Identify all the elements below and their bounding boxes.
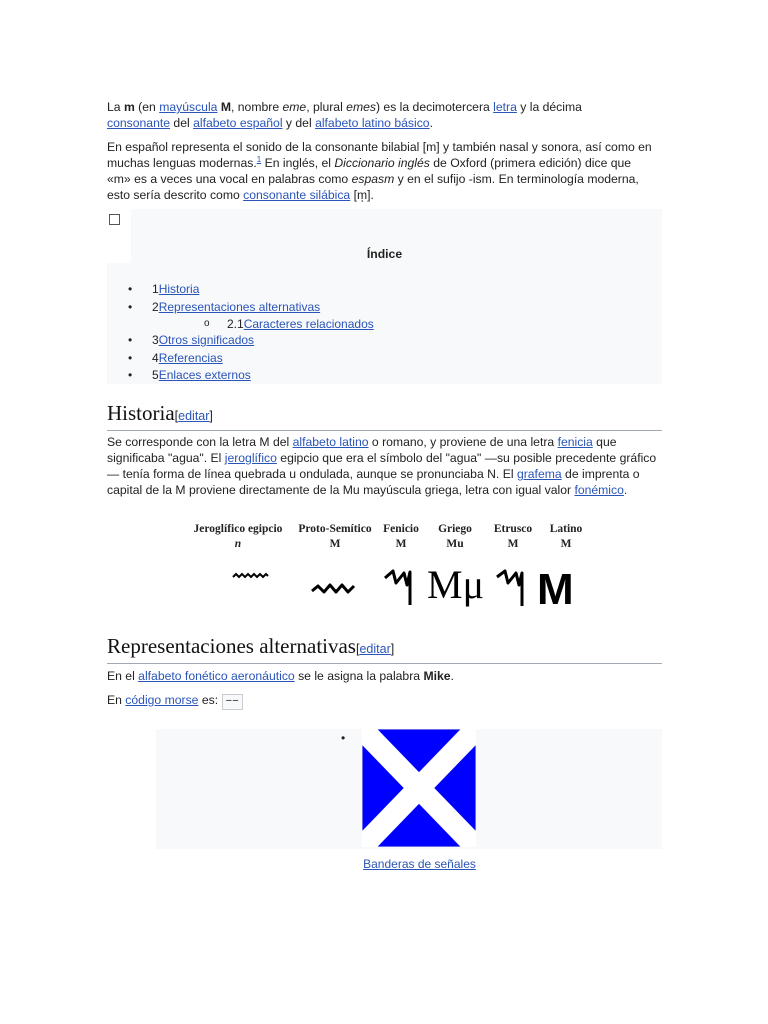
text: , plural xyxy=(306,100,347,114)
text: o romano, y proviene de una letra xyxy=(368,435,558,449)
morse-code: −− xyxy=(222,694,243,710)
column-header: Proto-Semítico xyxy=(298,523,372,535)
column-header: Fenicio xyxy=(383,523,419,535)
text: de Oxford (primera edición) dice que «m» es a veces una vocal en palabras como xyxy=(107,156,632,186)
bullet-icon: • xyxy=(341,731,346,745)
toc-item-historia[interactable] xyxy=(107,281,374,299)
toc-link[interactable]: Caracteres relacionados xyxy=(243,317,374,332)
hieroglyph-water-icon xyxy=(233,574,268,577)
column-subheader: M xyxy=(507,538,519,550)
text: del xyxy=(170,116,194,130)
text-italic: emes xyxy=(346,100,376,114)
toc-link[interactable]: Enlaces externos xyxy=(158,368,251,383)
text-bold: Mike xyxy=(423,669,451,683)
text-italic: espasm xyxy=(351,172,395,186)
toc-item-caracteres[interactable] xyxy=(107,316,374,332)
text: (en xyxy=(134,100,160,114)
toc-link[interactable]: Otros significados xyxy=(158,333,255,348)
circle-bullet-icon: o xyxy=(204,318,210,330)
text-italic: Diccionario inglés xyxy=(334,156,430,170)
text: se le asigna la palabra xyxy=(294,669,424,683)
column-subheader: M xyxy=(329,538,341,550)
text-italic: eme xyxy=(282,100,307,114)
text: y la décima xyxy=(516,100,582,114)
toc-number: 1 xyxy=(152,282,159,296)
heading-text: Historia xyxy=(107,401,175,425)
link-letra[interactable]: letra xyxy=(493,100,517,114)
toc-link[interactable]: Referencias xyxy=(158,350,223,365)
edit-link[interactable]: editar xyxy=(178,409,210,423)
toc-item-enlaces[interactable] xyxy=(107,367,374,385)
evolution-glyphs xyxy=(186,520,586,610)
text: ) es la decimotercera xyxy=(375,100,494,114)
bullet-icon: • xyxy=(128,368,133,383)
flag-caption xyxy=(107,857,732,871)
letter-evolution-table xyxy=(186,520,586,610)
column-subheader: Mu xyxy=(446,538,464,550)
section-heading-representaciones xyxy=(107,633,662,664)
text-bold: m xyxy=(123,100,135,114)
toc-number: 4 xyxy=(152,350,159,365)
text: . xyxy=(429,116,433,130)
text: En español representa el sonido de la consonante bilabial [m] y también nasal y sonora, así como en muchas lenguas modernas. xyxy=(107,140,652,170)
toc-link[interactable]: Representaciones alternativas xyxy=(158,299,321,314)
link-codigo-morse[interactable]: código morse xyxy=(125,693,199,707)
column-header: Jeroglífico egipcio xyxy=(193,523,283,535)
link-alfabeto-fonetico[interactable]: alfabeto fonético aeronáutico xyxy=(138,669,295,683)
column-subheader: n xyxy=(234,538,242,550)
toc-number: 3 xyxy=(152,333,159,348)
intro-paragraph-2 xyxy=(107,139,657,203)
link-grafema[interactable]: grafema xyxy=(516,467,562,481)
link-alfabeto-latino-basico[interactable]: alfabeto latino básico xyxy=(315,116,430,130)
text: . xyxy=(450,669,454,683)
link-alfabeto-espanol[interactable]: alfabeto español xyxy=(193,116,283,130)
text: En xyxy=(107,693,126,707)
link-jeroglifico[interactable]: jeroglífico xyxy=(224,451,277,465)
text: y del xyxy=(282,116,316,130)
link-fenicia[interactable]: fenicia xyxy=(557,435,593,449)
toc-list xyxy=(107,281,374,385)
toc-item-referencias[interactable] xyxy=(107,350,374,368)
aeronautical-paragraph xyxy=(107,668,454,684)
link-alfabeto-latino[interactable]: alfabeto latino xyxy=(292,435,369,449)
latin-m-glyph: M xyxy=(537,565,574,610)
link-consonante-silabica[interactable]: consonante silábica xyxy=(243,188,351,202)
text: , nombre xyxy=(231,100,283,114)
column-subheader: M xyxy=(560,538,572,550)
intro-paragraph-1 xyxy=(107,99,647,131)
toc-title: Índice xyxy=(366,247,403,261)
bullet-icon: • xyxy=(128,350,133,365)
text: La xyxy=(107,100,124,114)
protosemitic-m-icon xyxy=(312,585,354,592)
column-header: Latino xyxy=(549,523,583,535)
toc-number: 2 xyxy=(152,299,159,314)
historia-paragraph xyxy=(107,434,659,498)
link-fonemico[interactable]: fonémico xyxy=(574,483,624,497)
link-consonante[interactable]: consonante xyxy=(107,116,171,130)
bullet-icon: • xyxy=(128,299,133,314)
reference-link[interactable]: 1 xyxy=(256,154,262,164)
text: de imprenta o capital de la M proviene directamente de la Mu mayúscula griega, letra con igual valor xyxy=(107,467,640,497)
toc-number: 2.1 xyxy=(227,317,244,332)
toc-item-representaciones[interactable] xyxy=(107,299,374,317)
text: es: xyxy=(198,693,222,707)
text: y en el sufijo -ism. En terminología moderna, esto sería descrito como xyxy=(107,172,639,202)
text: En el xyxy=(107,669,139,683)
column-header: Etrusco xyxy=(493,523,533,535)
table-of-contents xyxy=(107,209,662,384)
toc-item-otros[interactable] xyxy=(107,332,374,350)
bullet-icon: • xyxy=(128,333,133,348)
toc-link[interactable]: Historia xyxy=(158,282,200,296)
phoenician-m-icon xyxy=(385,571,410,605)
bracket: ] xyxy=(390,642,395,656)
bullet-icon: • xyxy=(128,282,133,296)
bracket: ] xyxy=(209,409,213,423)
greek-mu-glyph: Μμ xyxy=(427,562,485,607)
text: . xyxy=(623,483,628,497)
section-heading-historia xyxy=(107,400,662,431)
toc-number: 5 xyxy=(152,368,159,383)
link-mayuscula[interactable]: mayúscula xyxy=(159,100,218,114)
text: que significaba "agua". El xyxy=(107,435,617,465)
column-subheader: M xyxy=(395,538,407,550)
etruscan-m-icon xyxy=(497,571,522,606)
edit-link[interactable]: editar xyxy=(359,642,391,656)
signal-flag-m-icon[interactable] xyxy=(362,729,476,847)
bracket: [ xyxy=(355,642,360,656)
morse-paragraph xyxy=(107,692,243,710)
text: egipcio que era el símbolo del "agua" —su posible precedente gráfico— tenía forma de línea quebrada u ondulada, aunque se pronunciaba N. El xyxy=(107,451,657,481)
text: [m̩]. xyxy=(350,188,374,202)
text-bold: M xyxy=(220,100,231,114)
text: En inglés, el xyxy=(261,156,335,170)
link-banderas-senales[interactable]: Banderas de señales xyxy=(363,857,476,871)
column-header: Griego xyxy=(438,523,472,535)
heading-text: Representaciones alternativas xyxy=(107,634,356,658)
toc-toggle-checkbox[interactable] xyxy=(109,214,120,225)
bracket: [ xyxy=(174,409,179,423)
edit-section xyxy=(175,409,213,423)
text: Se corresponde con la letra M del xyxy=(107,435,293,449)
gallery-box xyxy=(156,729,662,849)
edit-section xyxy=(356,642,394,656)
